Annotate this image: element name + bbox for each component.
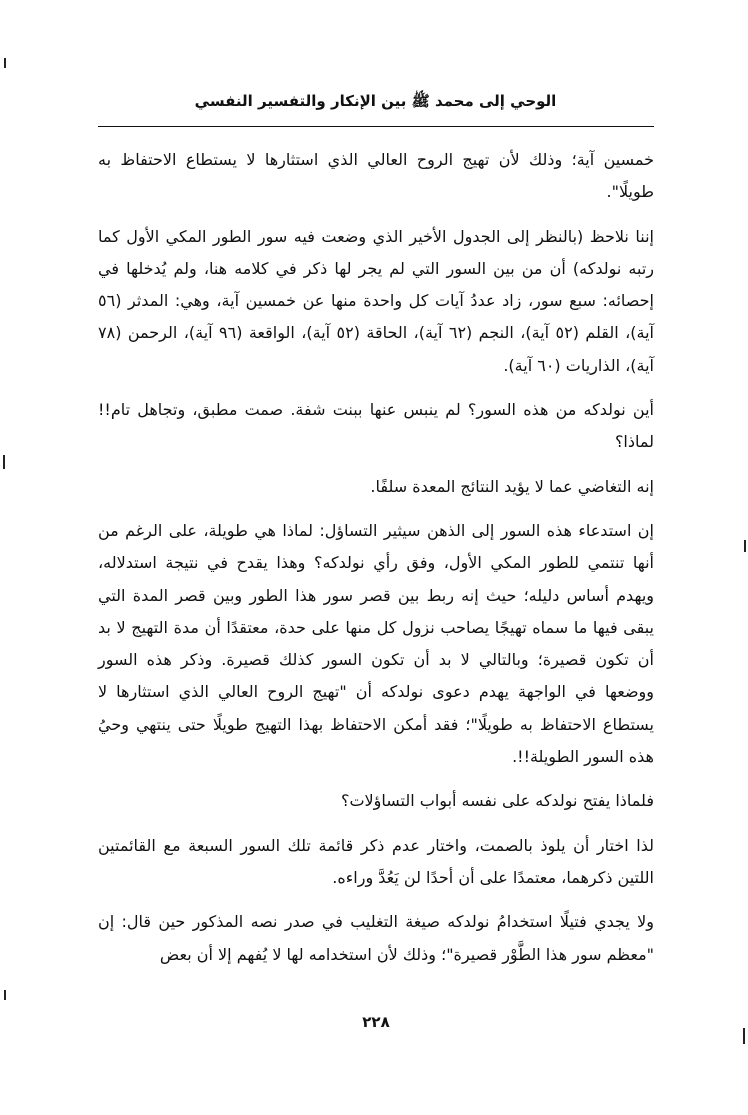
scan-mark <box>744 540 746 552</box>
paragraph: ولا يجدي فتيلًا استخدامُ نولدكه صيغة التغليب في صدر نصه المذكور حين قال: إن "معظم سور هذا الطَّوْر قصيرة"؛ وذلك لأن استخدامه لها لا يُفهم إلا أن بعض <box>98 912 654 964</box>
paragraph: إن استدعاء هذه السور إلى الذهن سيثير التساؤل: لماذا هي طويلة، على الرغم من أنها تنتمي للطور المكي الأول، وفق رأي نولدكه؟ وهذا يقدح في نتيجة استدلاله، ويهدم أساس دليله؛ حيث إنه ربط بين قصر سور هذا الطور وبين قصر المدة التي يبقى فيها ما سماه تهيجًا يصاحب نزول كل منها على حدة، معتقدًا أن مدة التهيج لا بد أن تكون قصيرة؛ وبالتالي لا بد أن تكون السور كذلك قصيرة. وذكر هذه السور ووضعها في الواجهة يهدم دعوى نولدكه أن "تهيج الروح العالي الذي استثارها لا يستطاع الاحتفاظ به طويلًا"؛ فقد أمكن الاحتفاظ بهذا التهيج طويلًا حتى ينتهي وحيُ هذه السور الطويلة!!. <box>98 520 654 767</box>
running-header: الوحي إلى محمد ﷺ بين الإنكار والتفسير النفسي <box>194 92 557 110</box>
paragraph: إننا نلاحظ (بالنظر إلى الجدول الأخير الذي وضعت فيه سور الطور المكي الأول كما رتبه نولدكه) أن من بين السور التي لم يجر لها ذكر في كلامه هنا، ولم يُدخلها في إحصائه: سبع سور، زاد عددُ آيات كل واحدة منها عن خمسين آية، وهي: المدثر (٥٦ آية)، القلم (٥٢ آية)، النجم (٦٢ آية)، الحاقة (٥٢ آية)، الواقعة (٩٦ آية)، الرحمن (٧٨ آية)، الذاريات (٦٠ آية). <box>98 226 655 375</box>
paragraph: خمسين آية؛ وذلك لأن تهيج الروح العالي الذي استثارها لا يستطاع الاحتفاظ به طويلًا". <box>98 150 654 202</box>
paragraph: إنه التغاضي عما لا يؤيد النتائج المعدة سلفًا. <box>370 476 654 496</box>
paragraph: أين نولدكه من هذه السور؟ لم ينبس عنها ببنت شفة. صمت مطبق، وتجاهل تام!! لماذا؟ <box>98 400 654 452</box>
scan-mark <box>4 990 6 1000</box>
body-text <box>98 144 654 983</box>
paragraph: لذا اختار أن يلوذ بالصمت، واختار عدم ذكر قائمة تلك السور السبعة مع القائمتين اللتين ذكرهما، معتمدًا على أن أحدًا لن يَعُدَّ وراءه. <box>98 835 654 887</box>
scan-mark <box>743 1028 745 1044</box>
scan-mark <box>4 58 6 68</box>
paragraph: فلماذا يفتح نولدكه على نفسه أبواب التساؤلات؟ <box>341 791 654 811</box>
page-number: ٢٢٨ <box>362 1013 390 1031</box>
scan-mark <box>3 455 5 469</box>
header-divider <box>98 126 654 127</box>
